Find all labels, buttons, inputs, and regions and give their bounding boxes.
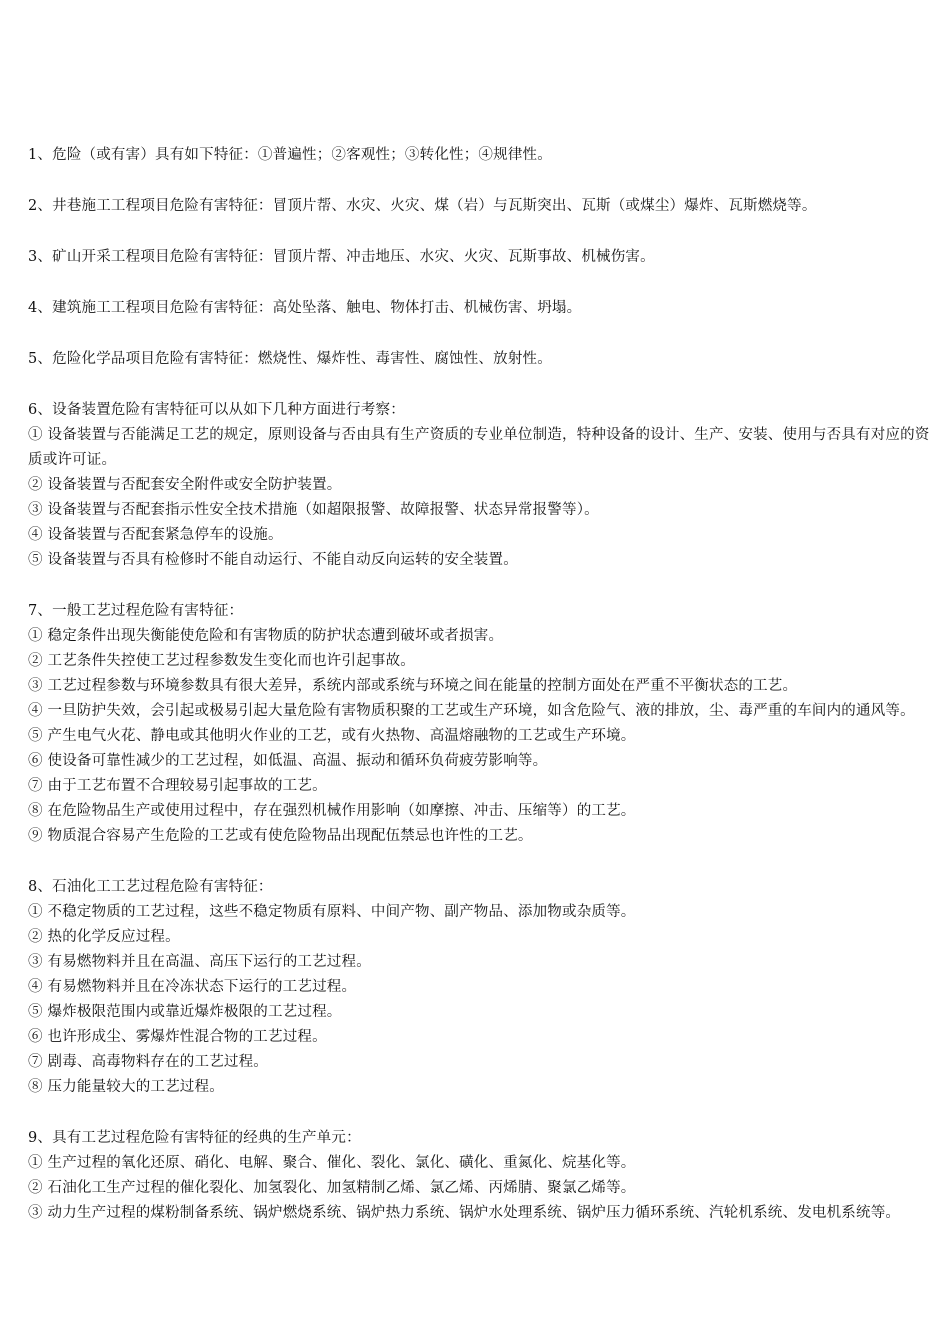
document-body	[28, 143, 933, 1252]
paragraph-line: 4、建筑施工工程项目危险有害特征：高处坠落、触电、物体打击、机械伤害、坍塌。	[28, 300, 582, 316]
list-item: ③ 设备装置与否配套指示性安全技术措施（如超限报警、故障报警、状态异常报警等）。	[28, 502, 599, 518]
section-1	[28, 143, 933, 168]
list-item: ⑤ 爆炸极限范围内或靠近爆炸极限的工艺过程。	[28, 1004, 342, 1020]
list-item: ④ 有易燃物料并且在冷冻状态下运行的工艺过程。	[28, 979, 357, 995]
section-heading: 7、一般工艺过程危险有害特征：	[28, 603, 244, 619]
list-item: ③ 有易燃物料并且在高温、高压下运行的工艺过程。	[28, 954, 371, 970]
section-4	[28, 296, 933, 321]
section-heading: 6、设备装置危险有害特征可以从如下几种方面进行考察：	[28, 402, 405, 418]
section-9	[28, 1126, 933, 1226]
list-item: ⑥ 使设备可靠性减少的工艺过程，如低温、高温、振动和循环负荷疲劳影响等。	[28, 753, 548, 769]
list-item: ③ 工艺过程参数与环境参数具有很大差异，系统内部或系统与环境之间在能量的控制方面处在严重不平衡状态的工艺。	[28, 678, 798, 694]
section-heading: 8、石油化工工艺过程危险有害特征：	[28, 879, 273, 895]
list-item: ③ 动力生产过程的煤粉制备系统、锅炉燃烧系统、锅炉热力系统、锅炉水处理系统、锅炉压力循环系统、汽轮机系统、发电机系统等。	[28, 1205, 901, 1221]
list-item: ② 热的化学反应过程。	[28, 929, 180, 945]
list-item: ⑧ 在危险物品生产或使用过程中，存在强烈机械作用影响（如摩擦、冲击、压缩等）的工艺。	[28, 803, 636, 819]
section-7	[28, 599, 933, 849]
section-6	[28, 398, 933, 573]
list-item: ⑦ 由于工艺布置不合理较易引起事故的工艺。	[28, 778, 327, 794]
list-item: ① 设备装置与否能满足工艺的规定，原则设备与否由具有生产资质的专业单位制造，特种设备的设计、生产、安装、使用与否具有对应的资质或许可证。	[28, 427, 930, 468]
section-heading: 9、具有工艺过程危险有害特征的经典的生产单元：	[28, 1130, 361, 1146]
section-8	[28, 875, 933, 1100]
paragraph-line: 5、危险化学品项目危险有害特征：燃烧性、爆炸性、毒害性、腐蚀性、放射性。	[28, 351, 552, 367]
list-item: ① 生产过程的氧化还原、硝化、电解、聚合、催化、裂化、氯化、磺化、重氮化、烷基化等。	[28, 1155, 636, 1171]
list-item: ⑧ 压力能量较大的工艺过程。	[28, 1079, 224, 1095]
list-item: ② 设备装置与否配套安全附件或安全防护装置。	[28, 477, 342, 493]
list-item: ② 石油化工生产过程的催化裂化、加氢裂化、加氢精制乙烯、氯乙烯、丙烯腈、聚氯乙烯等。	[28, 1180, 636, 1196]
list-item: ⑦ 剧毒、高毒物料存在的工艺过程。	[28, 1054, 269, 1070]
list-item: ① 稳定条件出现失衡能使危险和有害物质的防护状态遭到破坏或者损害。	[28, 628, 504, 644]
list-item: ④ 一旦防护失效，会引起或极易引起大量危险有害物质积聚的工艺或生产环境，如含危险气、液的排放，尘、毒严重的车间内的通风等。	[28, 703, 915, 719]
list-item: ⑥ 也许形成尘、雾爆炸性混合物的工艺过程。	[28, 1029, 327, 1045]
paragraph-line: 3、矿山开采工程项目危险有害特征：冒顶片帮、冲击地压、水灾、火灾、瓦斯事故、机械伤害。	[28, 249, 655, 265]
paragraph-line: 1、危险（或有害）具有如下特征：①普遍性；②客观性；③转化性；④规律性。	[28, 147, 552, 163]
section-3	[28, 245, 933, 270]
list-item: ④ 设备装置与否配套紧急停车的设施。	[28, 527, 283, 543]
list-item: ② 工艺条件失控使工艺过程参数发生变化而也许引起事故。	[28, 653, 416, 669]
list-item: ① 不稳定物质的工艺过程，这些不稳定物质有原料、中间产物、副产物品、添加物或杂质等。	[28, 904, 636, 920]
section-5	[28, 347, 933, 372]
list-item: ⑤ 产生电气火花、静电或其他明火作业的工艺，或有火热物、高温熔融物的工艺或生产环境。	[28, 728, 636, 744]
list-item: ⑤ 设备装置与否具有检修时不能自动运行、不能自动反向运转的安全装置。	[28, 552, 518, 568]
paragraph-line: 2、井巷施工工程项目危险有害特征：冒顶片帮、水灾、火灾、煤（岩）与瓦斯突出、瓦斯（或煤尘）爆炸、瓦斯燃烧等。	[28, 198, 817, 214]
section-2	[28, 194, 933, 219]
list-item: ⑨ 物质混合容易产生危险的工艺或有使危险物品出现配伍禁忌也许性的工艺。	[28, 828, 533, 844]
